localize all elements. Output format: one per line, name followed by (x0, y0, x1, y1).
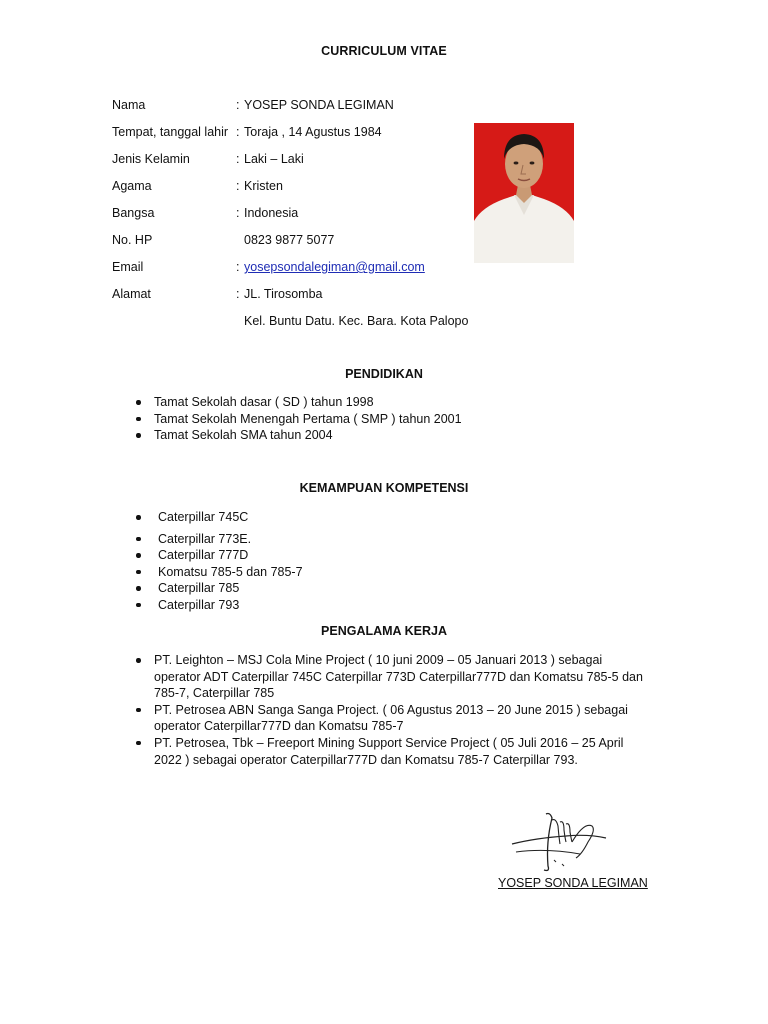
info-label: Tempat, tanggal lahir (112, 125, 229, 139)
info-label: No. HP (112, 233, 153, 247)
profile-photo (474, 123, 574, 263)
list-item: Tamat Sekolah dasar ( SD ) tahun 1998 (134, 394, 554, 411)
info-label: Email (112, 260, 144, 274)
info-value: JL. Tirosomba (244, 287, 323, 301)
pendidikan-list (134, 394, 554, 444)
document-title: CURRICULUM VITAE (321, 44, 447, 58)
list-item: Komatsu 785-5 dan 785-7 (134, 564, 434, 581)
signature-name: YOSEP SONDA LEGIMAN (498, 876, 648, 890)
info-label: Alamat (112, 287, 151, 301)
pengalaman-list (134, 652, 646, 768)
info-value: 0823 9877 5077 (244, 233, 335, 247)
info-separator: : (236, 260, 240, 274)
info-label: Nama (112, 98, 146, 112)
list-item: Caterpillar 777D (134, 547, 434, 564)
info-separator: : (236, 152, 240, 166)
info-value: Kel. Buntu Datu. Kec. Bara. Kota Palopo (244, 314, 469, 328)
info-separator: : (236, 179, 240, 193)
info-separator: : (236, 206, 240, 220)
kompetensi-list (134, 509, 434, 614)
info-label: Bangsa (112, 206, 155, 220)
section-title-kompetensi: KEMAMPUAN KOMPETENSI (299, 481, 469, 495)
list-item: Caterpillar 785 (134, 580, 434, 597)
list-item: Caterpillar 773E. (134, 531, 434, 548)
signature-icon (506, 808, 616, 880)
list-item: PT. Leighton – MSJ Cola Mine Project ( 10 juni 2009 – 05 Januari 2013 ) sebagai operator ADT Caterpillar 745C Caterpillar 773D Caterpillar777D dan Komatsu 785-5 dan 785-7, Caterpillar 785 (134, 652, 646, 702)
info-label: Agama (112, 179, 152, 193)
list-item: Caterpillar 793 (134, 597, 434, 614)
email-link[interactable]: yosepsondalegiman@gmail.com (244, 260, 425, 274)
info-value: YOSEP SONDA LEGIMAN (244, 98, 394, 112)
info-value: Indonesia (244, 206, 299, 220)
list-item: PT. Petrosea ABN Sanga Sanga Project. ( 06 Agustus 2013 – 20 June 2015 ) sebagai operator Caterpillar777D dan Komatsu 785-7 (134, 702, 646, 735)
list-item: Tamat Sekolah SMA tahun 2004 (134, 427, 554, 444)
list-item: Tamat Sekolah Menengah Pertama ( SMP ) tahun 2001 (134, 411, 554, 428)
info-separator: : (236, 98, 240, 112)
info-value: Kristen (244, 179, 283, 193)
portrait-illustration (474, 123, 574, 263)
info-value: Laki – Laki (244, 152, 304, 166)
section-title-pendidikan: PENDIDIKAN (345, 367, 423, 381)
info-value: Toraja , 14 Agustus 1984 (244, 125, 382, 139)
info-separator: : (236, 287, 240, 301)
info-label: Jenis Kelamin (112, 152, 190, 166)
list-item: Caterpillar 745C (134, 509, 434, 526)
info-separator: : (236, 125, 240, 139)
section-title-pengalaman: PENGALAMA KERJA (321, 624, 447, 638)
list-item: PT. Petrosea, Tbk – Freeport Mining Support Service Project ( 05 Juli 2016 – 25 April 2022 ) sebagai operator Caterpillar777D dan Komatsu 785-7 Caterpillar 793. (134, 735, 646, 768)
